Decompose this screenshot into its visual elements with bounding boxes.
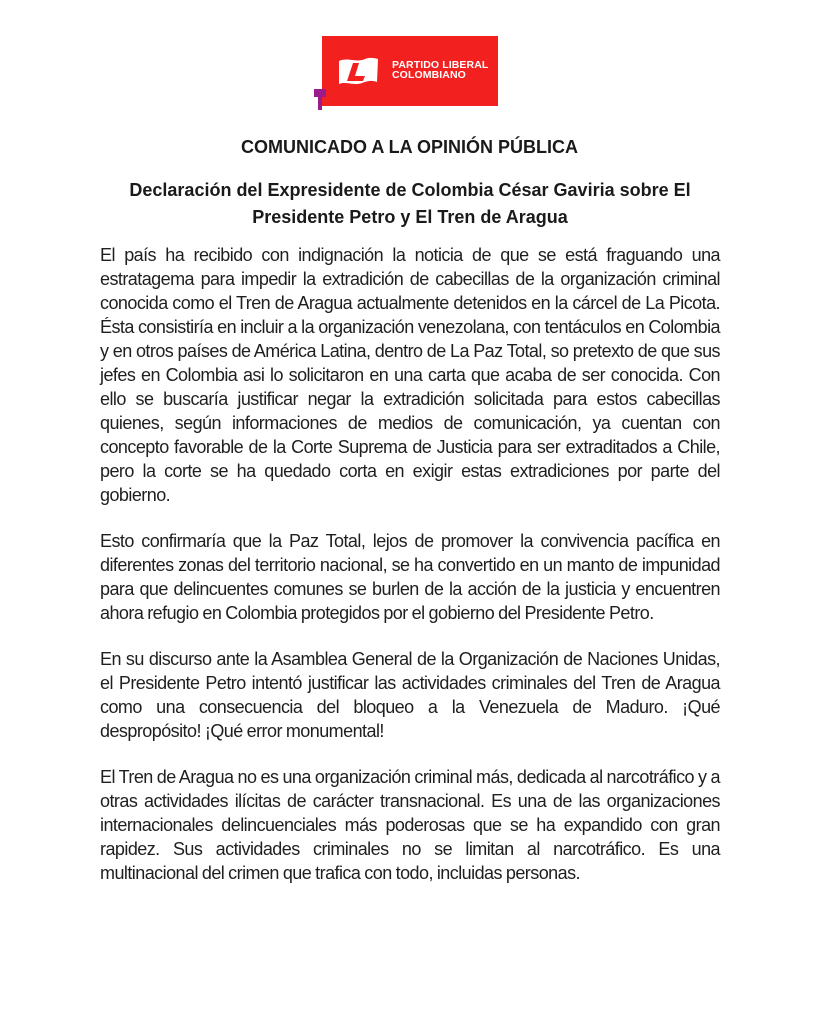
purple-marker-icon bbox=[314, 89, 326, 110]
paragraph-1: El país ha recibido con indignación la noticia de que se está fraguando una estratagema para impedir la extradición de cabecillas de la organización criminal conocida como el Tren de Aragua actualmente detenidos en la cárcel de La Picota. Ésta consistiría en incluir a la organización venezolana, con tentáculos en Colombia y en otros países de América Latina, dentro de La Paz Total, so pretexto de que sus jefes en Colombia asi lo solicitaron en una carta que acaba de ser conocida. Con ello se buscaría justificar negar la extradición solicitada para estos cabecillas quienes, según informaciones de medios de comunicación, ya cuentan con concepto favorable de la Corte Suprema de Justicia para ser extraditados a Chile, pero la corte se ha quedado corta en exigir estas extradiciones por parte del gobierno. bbox=[100, 245, 720, 505]
paragraph-4: El Tren de Aragua no es una organización criminal más, dedicada al narcotráfico y a otras actividades ilícitas de carácter transnacional. Es una de las organizaciones internacionales delincuenciales más poderosas que se ha expandido con gran rapidez. Sus actividades criminales no se limitan al narcotráfico. Es una multinacional del crimen que trafica con todo, incluidas personas. bbox=[100, 767, 720, 883]
document-subtitle bbox=[90, 177, 730, 231]
subtitle-line-1: Declaración del Expresidente de Colombia César Gaviria sobre El bbox=[129, 180, 691, 200]
party-name-line2: COLOMBIANO bbox=[392, 69, 466, 81]
party-name-line1: PARTIDO LIBERAL bbox=[392, 59, 489, 71]
party-logo bbox=[322, 36, 498, 106]
paragraph-2: Esto confirmaría que la Paz Total, lejos de promover la convivencia pacífica en diferentes zonas del territorio nacional, se ha convertido en un manto de impunidad para que delincuentes comunes se burlen de la acción de la justicia y encuentren ahora refugio en Colombia protegidos por el gobierno del Presidente Petro. bbox=[100, 531, 720, 623]
document-body bbox=[100, 243, 720, 907]
party-name bbox=[392, 60, 488, 80]
document-title: COMUNICADO A LA OPINIÓN PÚBLICA bbox=[241, 137, 578, 157]
paragraph-3: En su discurso ante la Asamblea General de la Organización de Naciones Unidas, el Presidente Petro intentó justificar las actividades criminales del Tren de Aragua como una consecuencia del bloqueo a la Venezuela de Maduro. ¡Qué despropósito! ¡Qué error monumental! bbox=[100, 649, 720, 741]
liberal-party-flag-icon bbox=[336, 55, 380, 88]
subtitle-line-2: Presidente Petro y El Tren de Aragua bbox=[252, 207, 568, 227]
